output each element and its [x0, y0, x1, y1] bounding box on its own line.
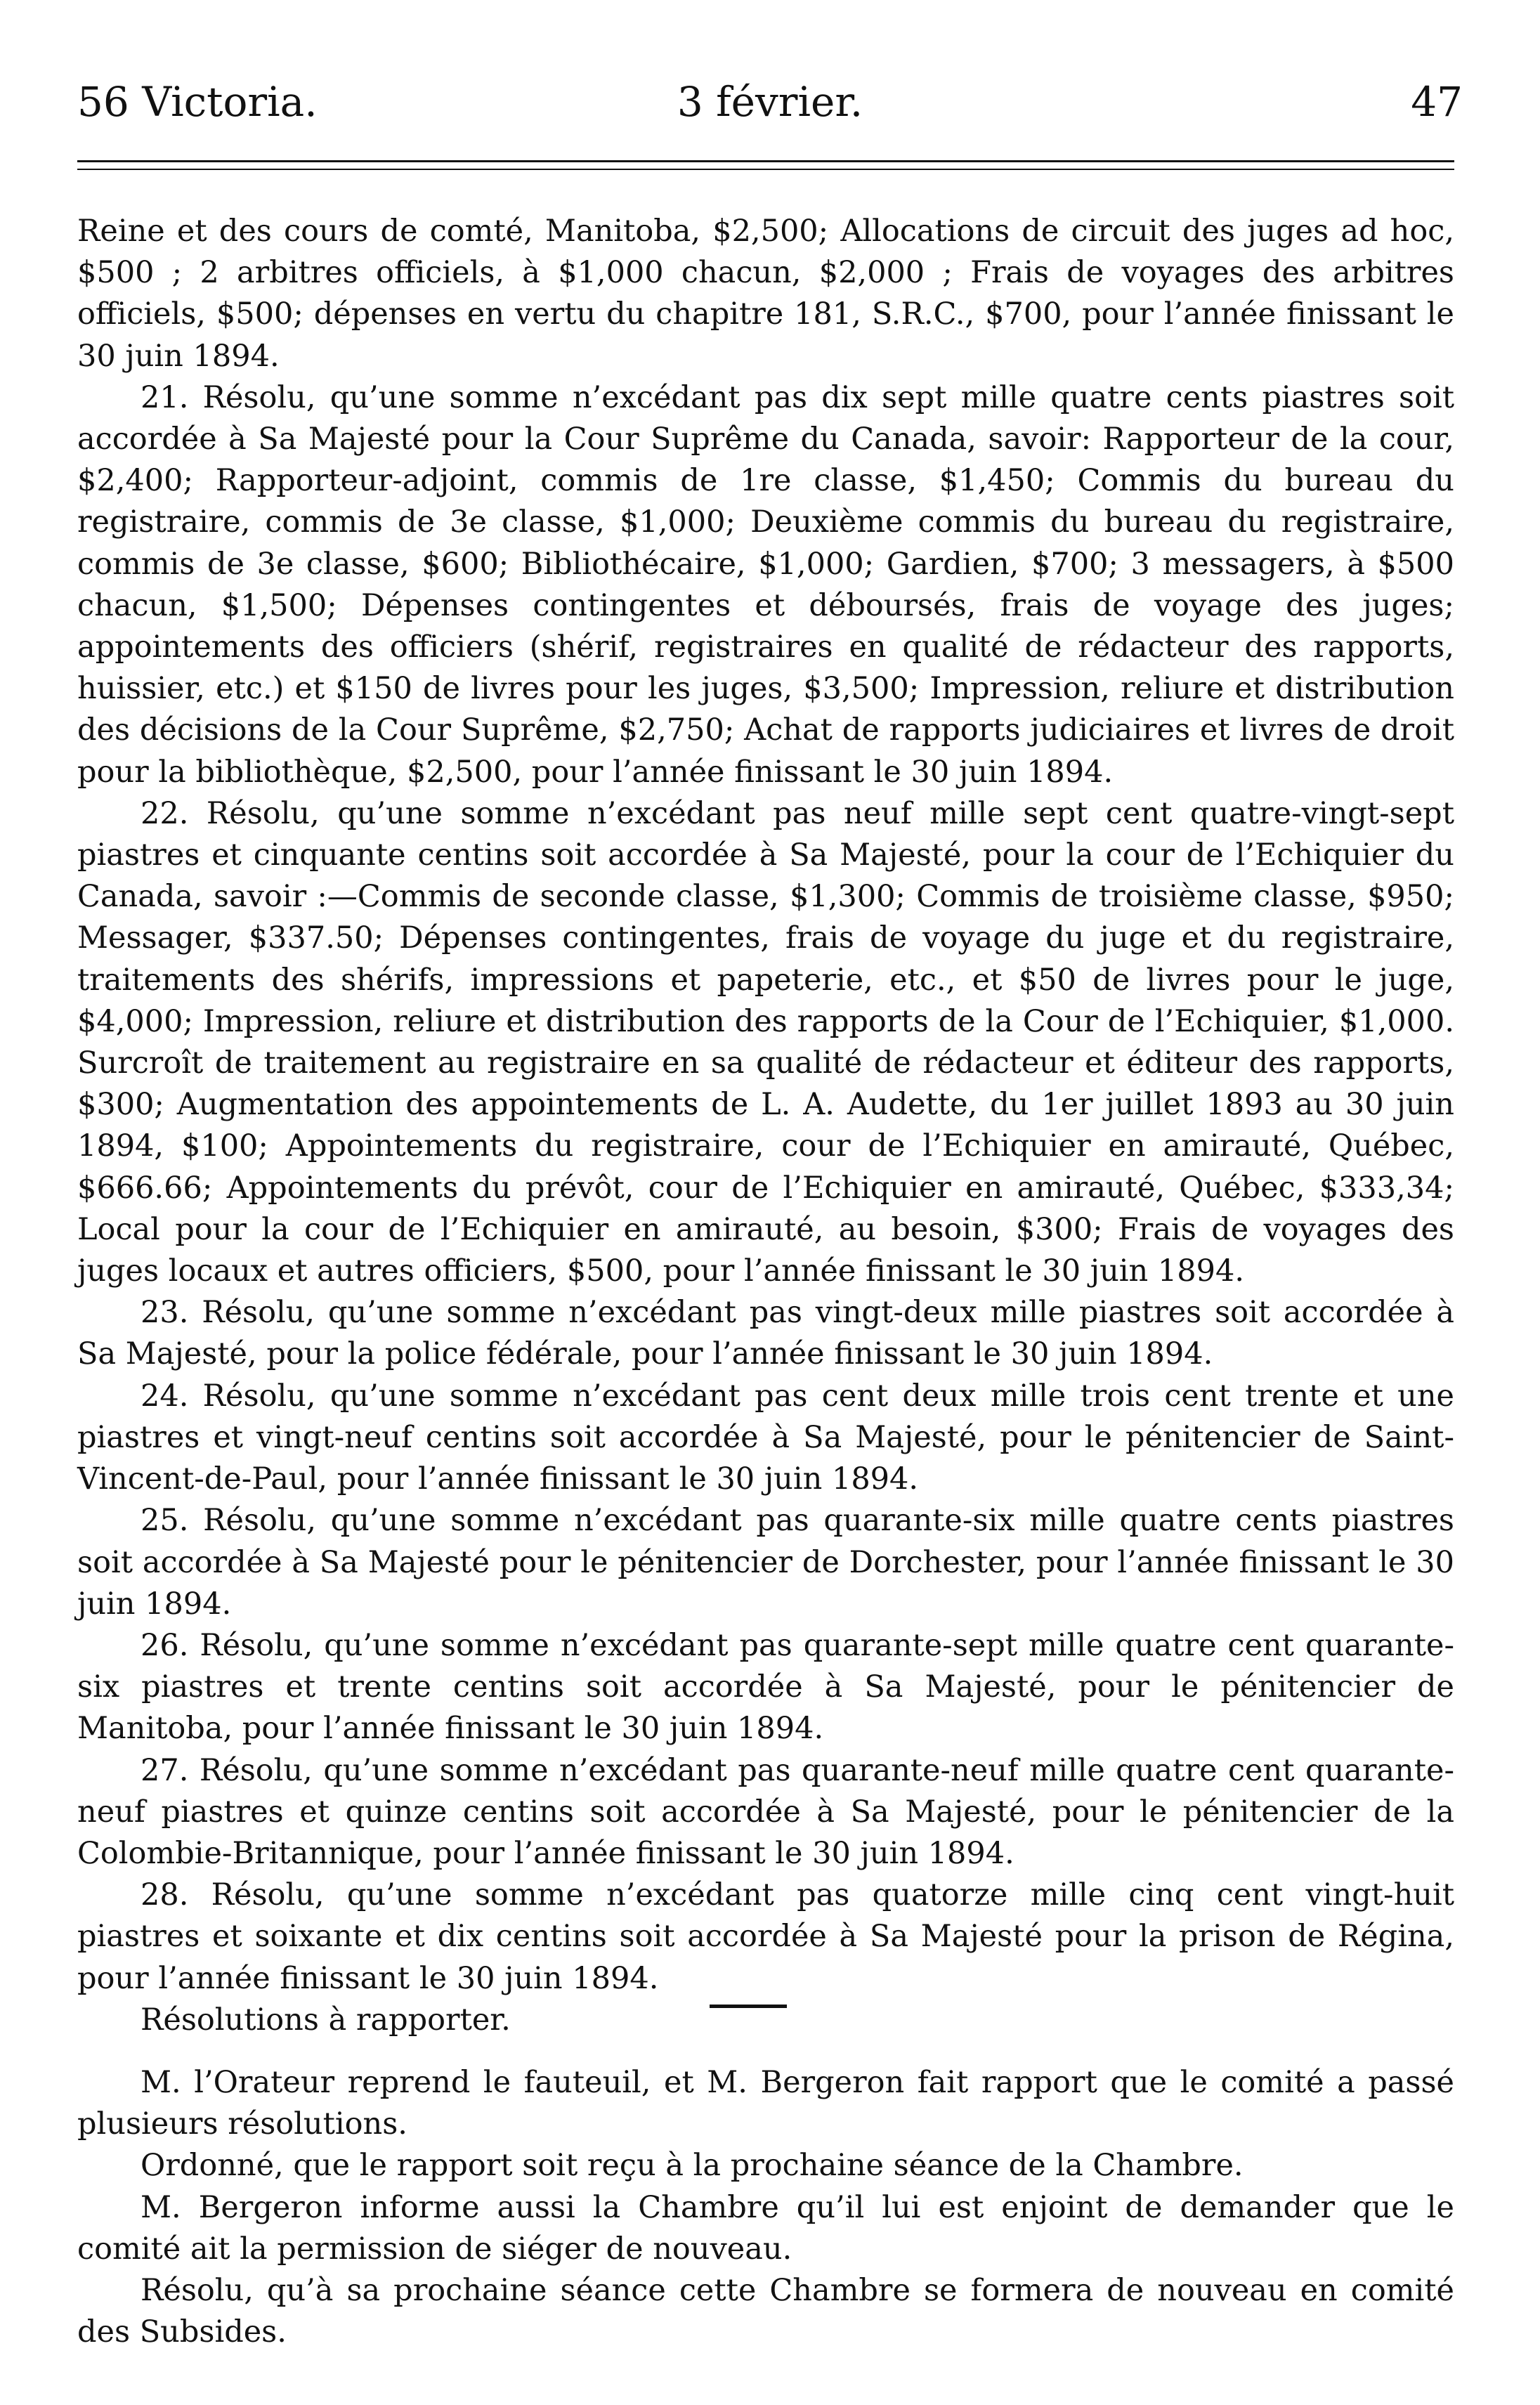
running-header: [77, 70, 1463, 133]
header-session: 56 Victoria.: [77, 78, 318, 126]
header-rule-thick: [77, 160, 1454, 162]
resolution-25: 25. Résolu, qu’une somme n’excédant pas quarante-six mille quatre cents piastres soit accordée à Sa Majesté pour le pénitencier de Dorchester, pour l’année finissant le 30 juin 1894.: [77, 1503, 1454, 1622]
resolutions-to-report: Résolutions à rapporter.: [141, 2002, 511, 2038]
resolution-24: 24. Résolu, qu’une somme n’excédant pas cent deux mille trois cent trente et une piastres et vingt-neuf centins soit accordée à Sa Majesté, pour le pénitencier de Saint-Vincent-de-Paul, pour l’année finissant le 30 juin 1894.: [77, 1378, 1454, 1497]
header-rule-thin: [77, 169, 1454, 170]
page-number: 47: [1411, 78, 1463, 126]
proceeding-report: M. l’Orateur reprend le fauteuil, et M. Bergeron fait rapport que le comité a passé plusieurs résolutions.: [77, 2065, 1454, 2142]
proceeding-resolved: Résolu, qu’à sa prochaine séance cette Chambre se formera de nouveau en comité des Subsides.: [77, 2273, 1454, 2350]
resolution-26: 26. Résolu, qu’une somme n’excédant pas quarante-sept mille quatre cent quarante-six piastres et trente centins soit accordée à Sa Majesté, pour le pénitencier de Manitoba, pour l’année finissant le 30 juin 1894.: [77, 1627, 1454, 1747]
resolution-23: 23. Résolu, qu’une somme n’excédant pas vingt-deux mille piastres soit accordée à Sa Majesté, pour la police fédérale, pour l’année finissant le 30 juin 1894.: [77, 1295, 1454, 1372]
resolution-28: 28. Résolu, qu’une somme n’excédant pas quatorze mille cinq cent vingt-huit piastres et soixante et dix centins soit accordée à Sa Majesté pour la prison de Régina, pour l’année finissant le 30 juin 1894.: [77, 1877, 1454, 1996]
paragraph-continuation: Reine et des cours de comté, Manitoba, $2,500; Allocations de circuit des juges ad hoc, $500 ; 2 arbitres officiels, à $1,000 chacun, $2,000 ; Frais de voyages des arbitres officiels, $500; dépenses en vertu du chapitre 181, S.R.C., $700, pour l’année finissant le 30 juin 1894.: [77, 214, 1454, 374]
proceeding-permission: M. Bergeron informe aussi la Chambre qu’il lui est enjoint de demander que le comité ait la permission de siéger de nouveau.: [77, 2189, 1454, 2267]
section-separator: [710, 2005, 787, 2008]
resolution-27: 27. Résolu, qu’une somme n’excédant pas quarante-neuf mille quatre cent quarante-neuf piastres et quinze centins soit accordée à Sa Majesté, pour le pénitencier de la Colombie-Britannique, pour l’année finissant le 30 juin 1894.: [77, 1752, 1454, 1871]
resolution-21: 21. Résolu, qu’une somme n’excédant pas dix sept mille quatre cents piastres soit accordée à Sa Majesté pour la Cour Suprême du Canada, savoir: Rapporteur de la cour, $2,400; Rapporteur-adjoint, commis de 1re classe, $1,450; Commis du bureau du registraire, commis de 3e classe, $1,000; Deuxième commis du bureau du registraire, commis de 3e classe, $600; Bibliothécaire, $1,000; Gardien, $700; 3 messagers, à $500 chacun, $1,500; Dépenses contingentes et déboursés, frais de voyage des juges; appointements des officiers (shérif, registraires en qualité de rédacteur des rapports, huissier, etc.) et $150 de livres pour les juges, $3,500; Impression, reliure et distribution des décisions de la Cour Suprême, $2,750; Achat de rapports judiciaires et livres de droit pour la bibliothèque, $2,500, pour l’année finissant le 30 juin 1894.: [77, 379, 1454, 790]
resolution-22: 22. Résolu, qu’une somme n’excédant pas neuf mille sept cent quatre-vingt-sept piastres et cinquante centins soit accordée à Sa Majesté, pour la cour de l’Echiquier du Canada, savoir :—Commis de seconde classe, $1,300; Commis de troisième classe, $950; Messager, $337.50; Dépenses contingentes, frais de voyage du juge et du registraire, traitements des shérifs, impressions et papeterie, etc., et $50 de livres pour le juge, $4,000; Impression, reliure et distribution des rapports de la Cour de l’Echiquier, $1,000. Surcroît de traitement au registraire en sa qualité de rédacteur et éditeur des rapports, $300; Augmentation des appointements de L. A. Audette, du 1er juillet 1893 au 30 juin 1894, $100; Appointements du registraire, cour de l’Echiquier en amirauté, Québec, $666.66; Appointements du prévôt, cour de l’Echiquier en amirauté, Québec, $333,34; Local pour la cour de l’Echiquier en amirauté, au besoin, $300; Frais de voyages des juges locaux et autres officiers, $500, pour l’année finissant le 30 juin 1894.: [77, 795, 1454, 1289]
proceedings-text: [77, 2062, 1454, 2353]
resolutions-text: [77, 211, 1454, 2041]
proceeding-order: Ordonné, que le rapport soit reçu à la prochaine séance de la Chambre.: [141, 2148, 1244, 2184]
header-date: 3 février.: [677, 78, 863, 126]
